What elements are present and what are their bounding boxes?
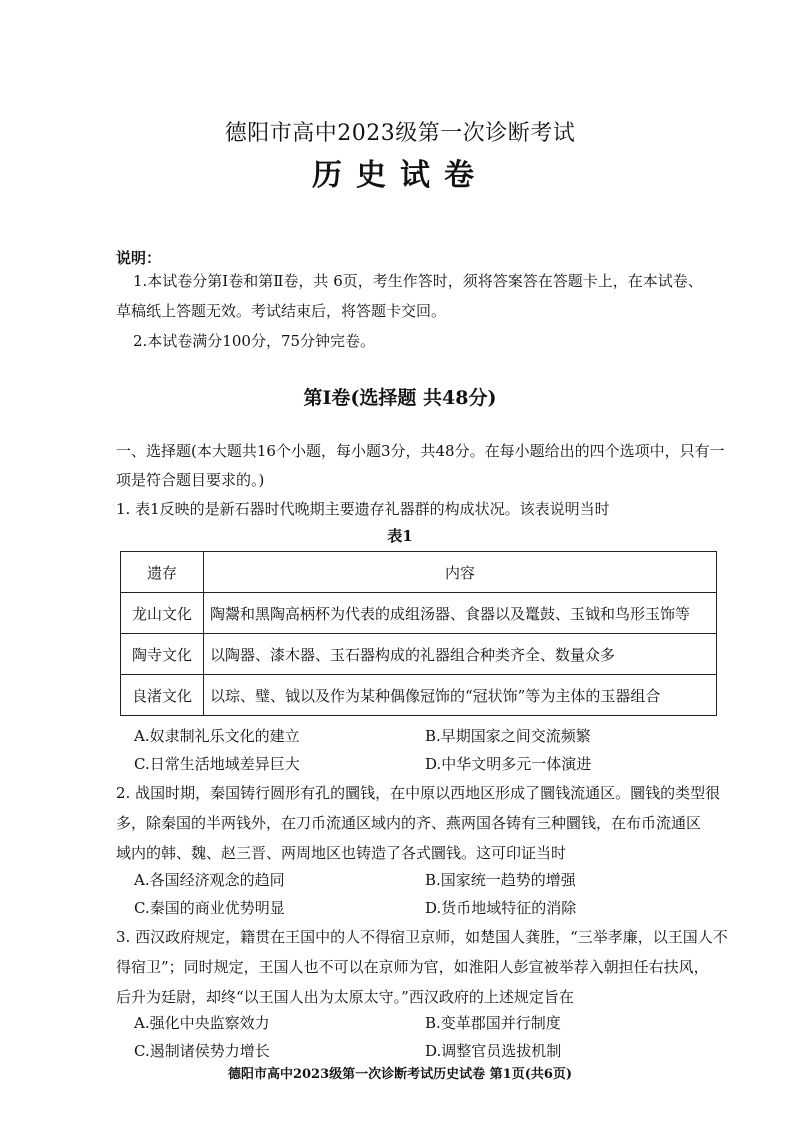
q3-option-a: A.强化中央监察效力 (134, 1014, 270, 1032)
section-intro-line-1: 一、选择题(本大题共16个小题，每小题3分，共48分。在每小题给出的四个选项中，只有一 (116, 442, 725, 460)
table-cell: 以陶器、漆木器、玉石器构成的礼器组合种类齐全、数量众多 (204, 634, 717, 675)
q2-option-c: C.秦国的商业优势明显 (134, 899, 285, 917)
q3-option-b: B.变革郡国并行制度 (425, 1014, 561, 1032)
instructions-heading: 说明： (116, 249, 162, 267)
q3-option-d: D.调整官员选拔机制 (425, 1042, 562, 1060)
section-title: 第Ⅰ卷(选择题 共48分) (303, 387, 497, 409)
table-row (121, 634, 717, 675)
q2-line-2: 多，除秦国的半两钱外，在刀币流通区域内的齐、燕两国各铸有三种圜钱，在布币流通区 (116, 814, 702, 832)
subject-title: 历史试卷 (312, 158, 488, 193)
instructions-line-1a: 1.本试卷分第Ⅰ卷和第Ⅱ卷，共 6页，考生作答时，须将答案答在答题卡上，在本试卷、 (133, 272, 703, 290)
page-footer: 德阳市高中2023级第一次诊断考试历史试卷 第1页(共6页) (227, 1067, 573, 1082)
q1-option-d: D.中华文明多元一体演进 (425, 755, 592, 773)
table-header-cell: 遗存 (121, 552, 204, 593)
instructions-line-2: 2.本试卷满分100分，75分钟完卷。 (133, 332, 376, 350)
q1-option-b: B.早期国家之间交流频繁 (425, 727, 591, 745)
table-cell: 良渚文化 (121, 675, 204, 716)
q3-line-3: 后升为廷尉，却终“以王国人出为太原太守。”西汉政府的上述规定旨在 (116, 988, 574, 1006)
table-cell: 以琮、璧、钺以及作为某种偶像冠饰的“冠状饰”等为主体的玉器组合 (204, 675, 717, 716)
q2-option-b: B.国家统一趋势的增强 (425, 871, 576, 889)
table-row (121, 675, 717, 716)
table-cell: 陶鬶和黑陶高柄杯为代表的成组汤器、食器以及鼍鼓、玉钺和鸟形玉饰等 (204, 593, 717, 634)
instructions-line-1b: 草稿纸上答题无效。考试结束后，将答题卡交回。 (116, 302, 447, 320)
section-intro-line-2: 项是符合题目要求的。) (116, 471, 265, 489)
table-cell: 陶寺文化 (121, 634, 204, 675)
q1-option-c: C.日常生活地域差异巨大 (134, 755, 300, 773)
q2-line-1: 2. 战国时期，秦国铸行圆形有孔的圜钱，在中原以西地区形成了圜钱流通区。圜钱的类型很 (116, 784, 721, 802)
q2-option-d: D.货币地域特征的消除 (425, 899, 577, 917)
q3-line-1: 3. 西汉政府规定，籍贯在王国中的人不得宿卫京师，如楚国人龚胜，“三举孝廉，以王国人不 (116, 928, 728, 946)
exam-title: 德阳市高中2023级第一次诊断考试 (224, 121, 576, 146)
q3-line-2: 得宿卫”；同时规定，王国人也不可以在京师为官，如淮阳人彭宣被举荐入朝担任右扶风， (116, 958, 709, 976)
table-caption: 表1 (387, 527, 413, 545)
q1-option-a: A.奴隶制礼乐文化的建立 (134, 727, 300, 745)
relic-table (120, 551, 717, 716)
table-row (121, 593, 717, 634)
table-cell: 龙山文化 (121, 593, 204, 634)
table-header-row (121, 552, 717, 593)
q1-stem: 1. 表1反映的是新石器时代晚期主要遗存礼器群的构成状况。该表说明当时 (116, 500, 610, 518)
q2-line-3: 域内的韩、魏、赵三晋、两周地区也铸造了各式圜钱。这可印证当时 (116, 844, 567, 862)
q2-option-a: A.各国经济观念的趋同 (134, 871, 285, 889)
q3-option-c: C.遏制诸侯势力增长 (134, 1042, 270, 1060)
table-header-cell: 内容 (204, 552, 717, 593)
